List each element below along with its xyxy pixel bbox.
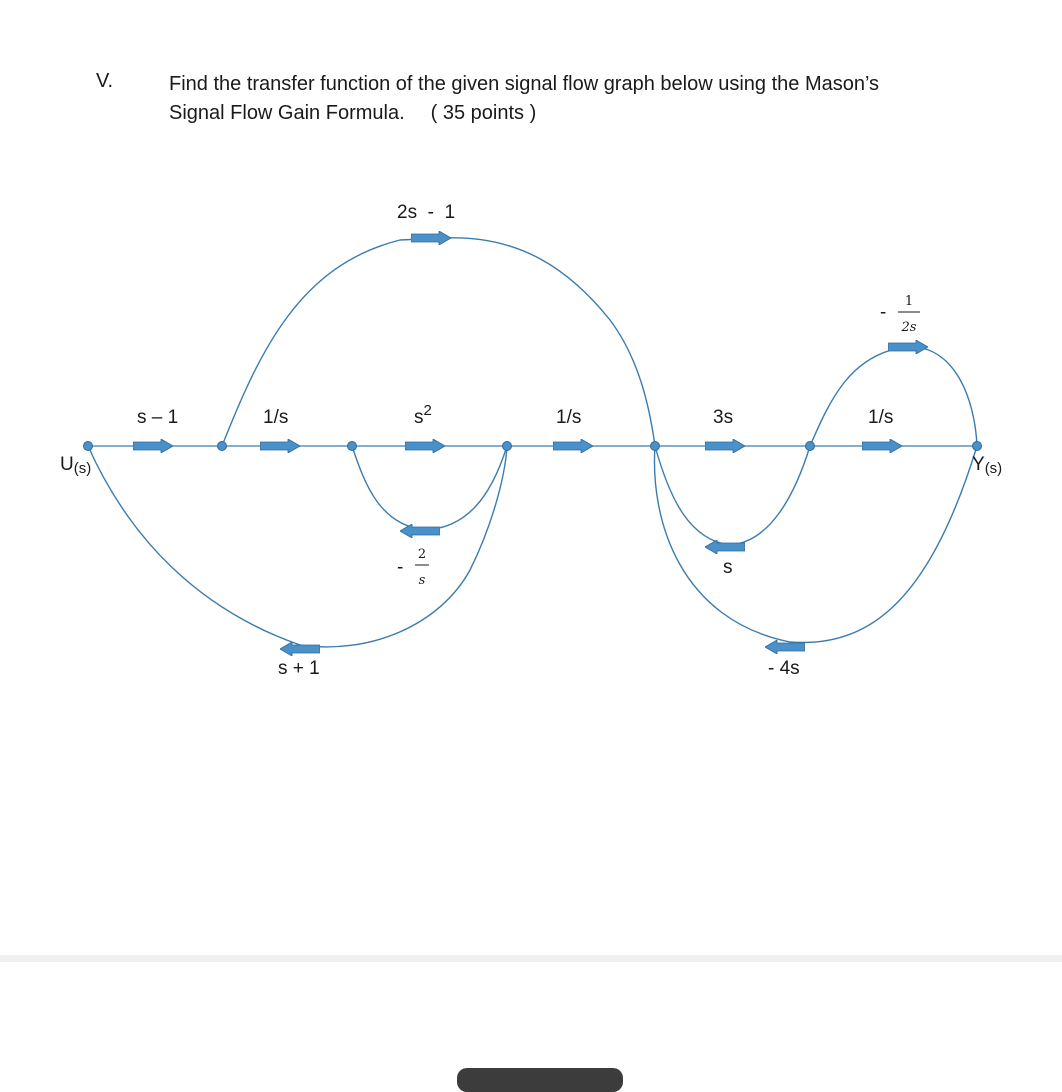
node-5 [806, 442, 815, 451]
node-2 [348, 442, 357, 451]
node-output [973, 442, 982, 451]
input-node-label: U(s) [60, 454, 92, 477]
question-line-1: Find the transfer function of the given signal flow graph below using the Mason’s [169, 73, 880, 95]
arrow-right-icon [411, 231, 451, 245]
output-node-label: Y(s) [972, 454, 1003, 477]
gain-label-feedback-left: s + 1 [278, 658, 320, 679]
branch-feedback-s-plus-1 [88, 446, 507, 647]
question-number: V. [96, 70, 114, 92]
arrow-left-icon [705, 540, 745, 554]
page-divider [0, 955, 1062, 962]
gain-label-s-squared: $s^2$ [414, 402, 432, 428]
signal-flow-graph [0, 150, 1062, 710]
fraction-numerator: 2 [417, 547, 427, 562]
arrow-right-icon [862, 439, 902, 453]
arrow-right-icon [405, 439, 445, 453]
arrow-left-icon [280, 642, 320, 656]
node-input [84, 442, 93, 451]
gain-label: 3s [713, 407, 734, 428]
branch-feedforward-minus-1-over-2s [810, 347, 977, 446]
fraction-sign: - [880, 302, 887, 323]
fraction-sign: - [397, 557, 404, 578]
arrow-left-icon [400, 524, 440, 538]
gain-label-feedforward-right [880, 294, 920, 335]
arrow-right-icon [705, 439, 745, 453]
question-block [0, 0, 1062, 140]
gain-label: s – 1 [137, 407, 179, 428]
question-points: ( 35 points ) [430, 102, 537, 124]
branch-feedback-s [655, 446, 810, 545]
fraction-denominator: s [418, 573, 426, 588]
gain-label-feedback-inner [397, 547, 429, 588]
gain-label-feedback-s: s [723, 557, 733, 578]
bottom-handle[interactable] [457, 1068, 623, 1092]
gain-label-feedback-right: - 4s [768, 658, 800, 679]
node-3 [503, 442, 512, 451]
arrow-right-icon [133, 439, 173, 453]
gain-label: 1/s [868, 407, 894, 428]
arrow-right-icon [888, 340, 928, 354]
question-line-2 [169, 99, 1009, 128]
node-1 [218, 442, 227, 451]
gain-label-feedforward-top: 2s - 1 [397, 202, 456, 223]
gain-label: 1/s [263, 407, 289, 428]
branch-feedback-minus-4s [654, 446, 977, 642]
arrow-right-icon [553, 439, 593, 453]
gain-label: 1/s [556, 407, 582, 428]
fraction-denominator: 2s [901, 320, 917, 335]
branch-feedback-minus-2-over-s [352, 446, 507, 530]
fraction-numerator: 1 [904, 294, 914, 309]
question-text [169, 70, 1009, 128]
question-line-2-text: Signal Flow Gain Formula. [169, 102, 405, 124]
node-4 [651, 442, 660, 451]
arrow-right-icon [260, 439, 300, 453]
